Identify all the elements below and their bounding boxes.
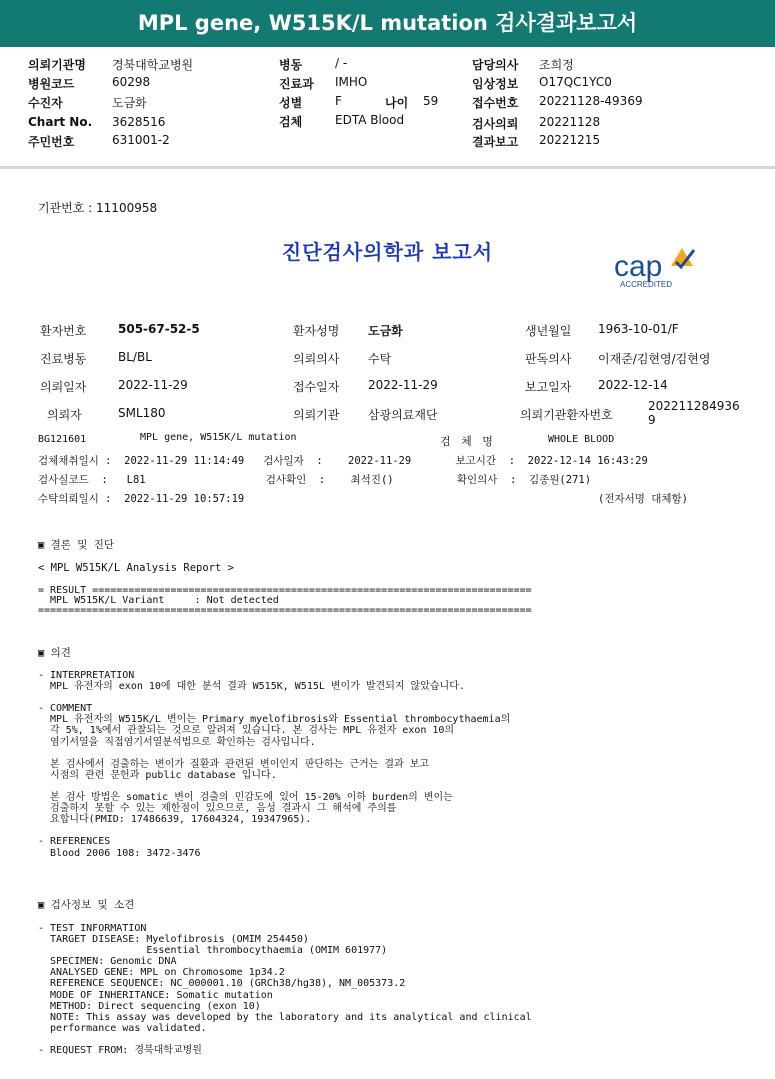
- grid-value: 2022-11-29: [118, 378, 188, 392]
- meta-value: 631001-2: [112, 133, 170, 147]
- meta-value: IMHO: [335, 75, 368, 89]
- section-divider: [0, 166, 775, 169]
- grid-key: 의뢰일자: [40, 380, 87, 394]
- grid-key: 생년월일: [525, 324, 572, 338]
- specimen-value: WHOLE BLOOD: [548, 434, 615, 445]
- collection-row: 검체채취일시 : 2022-11-29 11:14:49 검사일자 : 2022-11-29 보고시간 : 2022-12-14 16:43:29: [38, 455, 648, 467]
- report-title: 진단검사의학과 보고서: [281, 240, 494, 264]
- grid-value: 1963-10-01/F: [598, 322, 679, 336]
- cap-accredited-logo: [612, 244, 712, 292]
- meta-key: 결과보고: [472, 135, 519, 149]
- meta-key: 검사의뢰: [472, 117, 519, 131]
- specimen-label: 검 체 명: [440, 435, 493, 448]
- meta-value: 20221128: [539, 115, 601, 129]
- meta-key: Chart No.: [28, 115, 93, 129]
- grid-value: BL/BL: [118, 350, 152, 364]
- meta-value: 도금화: [112, 96, 147, 110]
- meta-value: 20221128-49369: [539, 94, 643, 108]
- lab-code-row: 검사실코드 : L81 검사확인 : 최석진() 확인의사 : 김종원(271): [38, 474, 592, 486]
- patient-grid: [0, 322, 775, 432]
- grid-value: 202211284936: [648, 399, 740, 413]
- section-test-info: ▣ 검사정보 및 소견: [38, 899, 135, 911]
- meta-key: 주민번호: [28, 135, 75, 149]
- grid-key: 의뢰기관환자번호: [520, 408, 613, 422]
- logo-text: cap: [614, 250, 663, 283]
- meta-value: 60298: [112, 75, 151, 89]
- grid-key: 판독의사: [525, 352, 572, 366]
- grid-key: 접수일자: [293, 380, 340, 394]
- grid-value: 9: [648, 413, 656, 427]
- meta-col2: [279, 56, 459, 136]
- meta-col1: [28, 56, 258, 156]
- logo-sub: ACCREDITED: [620, 280, 673, 289]
- meta-key: 접수번호: [472, 96, 519, 110]
- grid-key: 의뢰기관: [293, 408, 340, 422]
- meta-value: F: [335, 94, 342, 108]
- meta-col3: [472, 56, 672, 156]
- meta-value: 59: [423, 94, 439, 108]
- request-row: 수탁의뢰일시 : 2022-11-29 10:57:19: [38, 493, 245, 505]
- grid-key: 의뢰의사: [293, 352, 340, 366]
- test-name: MPL gene, W515K/L mutation: [140, 432, 297, 443]
- meta-value: 3628516: [112, 115, 166, 129]
- grid-value: 수탁: [368, 352, 392, 366]
- meta-value: EDTA Blood: [335, 113, 405, 127]
- section-opinion: ▣ 의견: [38, 647, 71, 659]
- grid-value: 2022-12-14: [598, 378, 668, 392]
- institution-number: 기관번호 : 11100958: [38, 201, 158, 215]
- opinion-text: - INTERPRETATION MPL 유전자의 exon 10에 대한 분석 결과 W515K, W515L 변이가 발견되지 않았습니다. - COMMENT MPL 유전자의 W515K/L 변이는 Primary myelofibrosis와 Essential thrombocythaemia의 각 5%, 1%에서 관찰되는 것으로 알려져 있습니다. 본 검사는 MPL 유전자 exon 10의 염기서열을 직접염기서열분석법으로 확인하는 검사입니다. 본 검사에서 검출하는 변이가 질환과 관련된 변이인지 판단하는 근거는 결과 보고 시점의 관련 문헌과 public database 입니다. 본 검사 방법은 somatic 변이 검출의 민감도에 있어 15-20% 이하 burden의 변이는 검출하지 못할 수 있는 제한점이 있으므로, 음성 결과시 그 해석에 주의를 요합니다(PMID: 17486639, 17604324, 19347965). - REFERENCES Blood 2006 108: 3472-3476: [38, 670, 511, 859]
- grid-key: 환자성명: [293, 324, 340, 338]
- meta-key: 검체: [279, 115, 303, 129]
- meta-key: 의뢰기관명: [28, 58, 86, 72]
- meta-value: O17QC1YC0: [539, 75, 612, 89]
- analysis-title: < MPL W515K/L Analysis Report >: [38, 562, 234, 574]
- meta-key: 나이: [385, 96, 409, 110]
- grid-value: 505-67-52-5: [118, 322, 200, 336]
- report-header: MPL gene, W515K/L mutation 검사결과보고서: [0, 0, 775, 47]
- test-information: - TEST INFORMATION TARGET DISEASE: Myelofibrosis (OMIM 254450) Essential thrombocythaemia (OMIM 601977) SPECIMEN: Genomic DNA ANALYSED GENE: MPL on Chromosome 1p34.2 REFERENCE SEQUENCE: NC_000001.10 (GRCh38/hg38), NM_005373.2 MODE OF INHERITANCE: Somatic mutation METHOD: Direct sequencing (exon 10) NOTE: This assay was developed by the laboratory and its analytical and clinical performance was validated. - REQUEST FROM: 경북대학교병원: [38, 923, 532, 1057]
- grid-key: 보고일자: [525, 380, 572, 394]
- grid-value: 도금화: [368, 324, 403, 338]
- meta-key: 성별: [279, 96, 303, 110]
- grid-value: 삼광의료재단: [368, 408, 438, 422]
- meta-key: 병동: [279, 58, 303, 72]
- test-code: BG121601: [38, 434, 87, 445]
- section-conclusion: ▣ 결론 및 진단: [38, 539, 115, 551]
- esign-note: (전자서명 대체함): [598, 493, 688, 505]
- meta-value: / -: [335, 56, 348, 70]
- grid-key: 환자번호: [40, 324, 87, 338]
- grid-value: SML180: [118, 406, 166, 420]
- meta-key: 담당의사: [472, 58, 519, 72]
- grid-key: 진료병동: [40, 352, 87, 366]
- meta-key: 임상정보: [472, 77, 519, 91]
- grid-value: 이재준/김현영/김현영: [598, 352, 711, 366]
- meta-key: 수진자: [28, 96, 63, 110]
- meta-value: 경북대학교병원: [112, 58, 194, 72]
- meta-key: 병원코드: [28, 77, 75, 91]
- grid-key: 의뢰자: [47, 408, 82, 422]
- meta-key: 진료과: [279, 77, 314, 91]
- result-block: = RESULT ========================================================================= MPL W515K/L Variant : Not detected ==================================================================================: [38, 585, 532, 616]
- meta-value: 20221215: [539, 133, 601, 147]
- grid-value: 2022-11-29: [368, 378, 438, 392]
- meta-value: 조희정: [539, 58, 574, 72]
